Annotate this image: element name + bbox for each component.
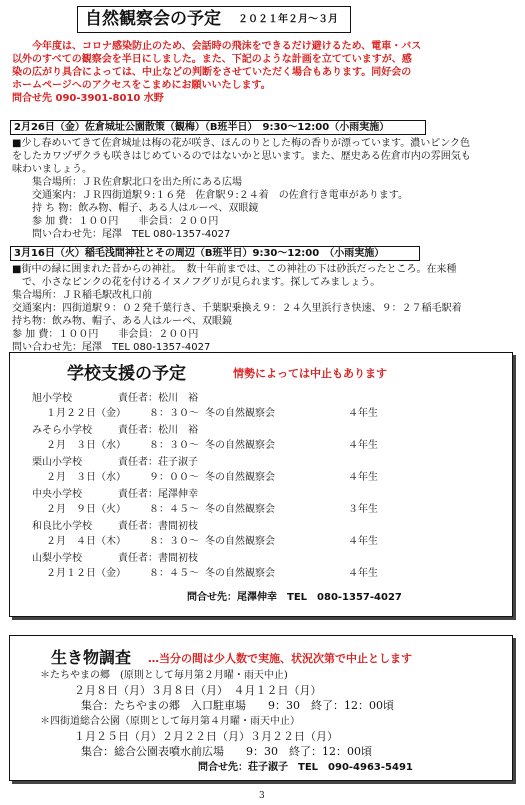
event1-description: ■少し春めいてきて佐倉城址は梅の花が咲き、ほんのりとした梅の香りが漂っています。濃いピンク色 [12, 138, 471, 149]
school-name: 栗山小学校 [32, 457, 82, 468]
survey-site1-dates: ２月８日（月）３月８日（月） ４月１２日（月） [74, 684, 322, 697]
school-date: １月２２日（金） [46, 408, 126, 419]
school-grade: ３年生 [348, 504, 378, 515]
school-topic: 冬の自然観察会 [205, 440, 275, 451]
school-person: 責任者：書間初枝 [118, 521, 198, 532]
notice-line: ホームページへのアクセスをこまめにお願いいたします。 [12, 80, 271, 91]
event2-header: 3月16日（火）稲毛浅間神社とその周辺（B班半日）9:30〜12:00 （小雨実施） [14, 248, 385, 259]
survey-note: …当分の間は少人数で実施、状況次第で中止とします [148, 652, 412, 665]
school-name: 和良比小学校 [32, 521, 92, 532]
school-grade: ４年生 [348, 440, 378, 451]
school-date: ２月 ３日（水） [46, 440, 126, 451]
school-grade: ４年生 [348, 472, 378, 483]
event2-body [12, 263, 462, 354]
school-date: ２月 ９日（火） [46, 504, 126, 515]
school-name: みそら小学校 [32, 425, 92, 436]
event1-transport: 交通案内：ＪＲ四街道駅９:１６発 佐倉駅９:２４着 の佐倉行き電車があります。 [32, 190, 408, 201]
notice-text [12, 40, 421, 105]
event2-meeting-place: 集合場所：ＪＲ稲毛駅改札口前 [12, 290, 152, 301]
school-person: 責任者：書間初枝 [118, 553, 198, 564]
school-person: 責任者：荘子淑子 [118, 457, 198, 468]
school-entry [32, 549, 502, 581]
school-entry [32, 453, 502, 485]
survey-site2-header: ＊四街道総合公園（原則として毎月第４月曜・雨天中止） [40, 716, 300, 727]
event2-contact: 問い合わせ先：尾澤 TEL 080-1357-4027 [12, 342, 211, 353]
school-person: 責任者：松川 裕 [118, 425, 198, 436]
school-topic: 冬の自然観察会 [205, 504, 275, 515]
school-time: ８：４５〜 [149, 504, 199, 515]
survey-site1-meet: 集合：たちやまの郷 入口駐車場 9：30 終了：12：00頃 [81, 699, 394, 712]
survey-site2-meet: 集合：総合公園表噴水前広場 9：30 終了：12：00頃 [81, 745, 372, 758]
school-topic: 冬の自然観察会 [205, 536, 275, 547]
school-entry [32, 389, 502, 421]
school-time: ８：３０〜 [149, 536, 199, 547]
school-topic: 冬の自然観察会 [205, 408, 275, 419]
school-grade: ４年生 [348, 536, 378, 547]
school-person: 責任者：尾澤伸幸 [118, 489, 198, 500]
school-grade: ４年生 [348, 568, 378, 579]
survey-site2-dates: １月２５日（月）２月２２日（月）３月２２日（月） [74, 730, 338, 743]
school-entry [32, 517, 502, 549]
school-person: 責任者：松川 裕 [118, 393, 198, 404]
school-topic: 冬の自然観察会 [205, 472, 275, 483]
event2-transport: 交通案内：四街道駅９：０２発千葉行き、千葉駅乗換え９：２４久里浜行き快速、９：２７稲毛駅着 [12, 303, 462, 314]
school-name: 中央小学校 [32, 489, 82, 500]
event1-fee: 参 加 費：１００円 非会員：２００円 [32, 216, 219, 227]
survey-contact: 問合せ先：荘子淑子 TEL 090-4963-5491 [198, 762, 413, 773]
event1-header: 2月26日（金）佐倉城址公園散策（観梅）（B班半日） 9:30〜12:00（小雨実施） [14, 122, 390, 133]
school-time: ９：００〜 [149, 472, 199, 483]
event1-contact: 問い合わせ先：尾澤 TEL 080-1357-4027 [32, 229, 231, 240]
school-support-note: 情勢によっては中止もあります [233, 367, 387, 380]
survey-site1-header: ＊たちやまの郷 (原則として毎月第２月曜・雨天中止) [40, 670, 288, 681]
school-date: ２月１２日（金） [46, 568, 126, 579]
event2-fee: 参 加 費：１００円 非会員：２００円 [12, 329, 199, 340]
event2-belongings: 持ち物：飲み物、帽子、ある人はルーペ、双眼鏡 [12, 316, 232, 327]
school-name: 旭小学校 [32, 393, 72, 404]
school-topic: 冬の自然観察会 [205, 568, 275, 579]
survey-title: 生き物調査 [51, 648, 132, 667]
event1-belongings: 持 ち 物：飲み物、帽子、ある人はルーペ、双眼鏡 [32, 203, 259, 214]
school-date: ２月 ３日（水） [46, 472, 126, 483]
school-entry [32, 421, 502, 453]
school-time: ８：３０〜 [149, 440, 199, 451]
notice-line: 今年度は、コロナ感染防止のため、会話時の飛沫をできるだけ避けるため、電車・バス [32, 41, 422, 52]
school-grade: ４年生 [348, 408, 378, 419]
event1-body [12, 137, 471, 241]
school-list [32, 389, 502, 581]
event2-description: ■街中の緑に囲まれた昔からの神社。 数十年前までは、この神社の下は砂浜だったところ。在来種 [12, 264, 457, 275]
title-period: ２０２１年２月〜３月 [238, 14, 338, 25]
school-contact: 問合せ先：尾澤伸幸 TEL 080-1357-4027 [187, 592, 402, 603]
school-entry [32, 485, 502, 517]
school-time: ８：３０〜 [149, 408, 199, 419]
school-time: ８：４５〜 [149, 568, 199, 579]
school-name: 山梨小学校 [32, 553, 82, 564]
notice-contact: 問合せ先 090-3901-8010 水野 [12, 93, 164, 104]
notice-line: 染の広がり具合によっては、中止などの判断をさせていただく場合もあります。同好会の [12, 67, 412, 78]
page-title: 自然観察会の予定 [85, 9, 221, 29]
school-date: ２月 ４日（木） [46, 536, 126, 547]
event1-description: をしたカワヅザクラも咲きはじめているのではないかと思います。また、歴史ある佐倉市内の雰囲気も [12, 151, 471, 162]
event1-meeting-place: 集合場所：ＪＲ佐倉駅北口を出た所にある広場 [32, 177, 242, 188]
event2-description: で、小さなピンクの花を付けるイヌノフグリが見られます。探してみましょう。 [12, 277, 381, 288]
event1-description: 味わいましょう。 [12, 164, 92, 175]
page-number: 3 [259, 791, 265, 801]
notice-line: 以外のすべての観察会を半日にしました。また、下記のような計画を立てていますが、感 [12, 54, 412, 65]
school-support-title: 学校支援の予定 [67, 364, 186, 384]
